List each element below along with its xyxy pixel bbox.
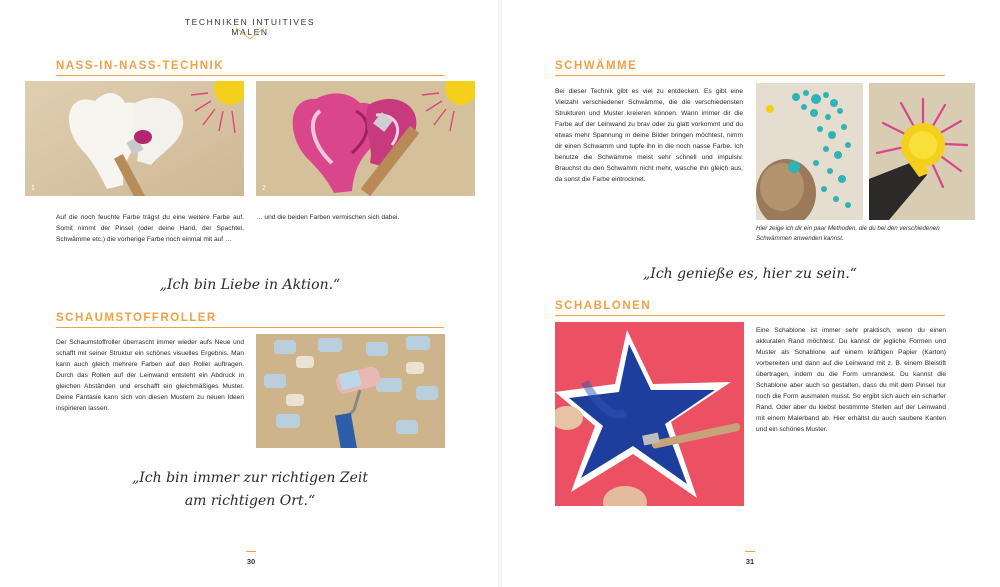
section-title-sponges: SCHWÄMME — [555, 60, 638, 72]
sponge-caption: Hier zeige ich dir ein paar Methoden, die du bei den verschiedenen Schwämmen anwenden kannst. — [756, 225, 940, 242]
page-number-right: 31 — [745, 557, 755, 566]
quote-zeit-line-2: am richtigen Ort.“ — [184, 493, 316, 509]
photo-sponge-turquoise — [756, 83, 863, 220]
roller-text: Der Schaumstoffroller überrascht immer wieder aufs Neue und schafft mit seiner Struktur ein schönes visuelles Ergebnis. Man kann auch gleich mehrere Farben auf den Roller auftragen. Durch das Rollen auf der Leinwand entsteht ein Abdruck in gleichen Abständen und erschafft ein gleichmäßiges Muster. Deine Fantasie kann sich von diesen Mustern zu neuen Ideen inspirieren lassen. — [56, 339, 244, 412]
chevron-ornament-icon — [236, 28, 264, 40]
quote-liebe: „Ich bin Liebe in Aktion.“ — [159, 277, 341, 293]
photo-number: 1 — [31, 185, 35, 192]
photo-number: 2 — [262, 185, 266, 192]
section-title-stencils: SCHABLONEN — [555, 300, 652, 312]
section-rule — [56, 327, 444, 328]
page-number-left: 30 — [246, 557, 256, 566]
photo-pink-paint-brush — [256, 81, 475, 196]
sponge-text: Bei dieser Technik gibt es viel zu entdecken. Es gibt eine Vielzahl verschiedener Schwämme, die die verschiedensten Strukturen und Muster kreieren können. Wann immer dir die Farbe auf der Leinwand zu brav oder zu glatt vorkommt und du etwas mehr Spannung in deine Bilder bringen möchtest, nimm dir einen Schwamm und tupfe ihn in die noch nasse Farbe. Ich benutze die Schwämme meist sehr schnell und impulsiv. Brauchst du den Schwamm nicht mehr, wasche ihn gleich aus, da sonst die Farbe eintrocknet. — [555, 88, 743, 183]
photo-sponge-yellow-sun — [869, 83, 975, 220]
page-number-tick — [246, 551, 256, 552]
page-number-tick — [745, 551, 755, 552]
photo-star-stencil — [555, 322, 744, 506]
section-title-nass: NASS-IN-NASS-TECHNIK — [56, 60, 224, 72]
section-rule — [56, 75, 444, 76]
stencil-text: Eine Schablone ist immer sehr praktisch, wenn du einen akkuraten Rand möchtest. Du kannst dir jegliche Formen und Muster als Schablone auf einem kräftigen Papier (Karton) vorbereiten und dann auf die Leinwand mit z. B. einem Bleistift übertragen, indem du die Form umrandest. Du kannst die Schablone aber auch so gestalten, dass du mit dem Pinsel nur noch die Form ausmalen musst. So ergibt sich auch ein scharfer Rand. Oder aber du klebst bestimmte Stellen auf der Leinwand mit einem Malerband ab. Hier erhältst du auch saubere Kanten und ein schönes Muster. — [756, 327, 946, 433]
section-rule — [555, 75, 945, 76]
nass-text-2: … und die beiden Farben vermischen sich dabei. — [256, 214, 400, 221]
photo-foam-roller — [256, 334, 445, 448]
photo-white-paint-brush — [25, 81, 244, 196]
quote-zeit-line-1: „Ich bin immer zur richtigen Zeit — [132, 470, 368, 486]
right-page — [500, 0, 1000, 587]
quote-geniesse: „Ich genieße es, hier zu sein.“ — [643, 266, 857, 282]
running-head: TECHNIKEN INTUITIVES MALEN — [184, 17, 316, 37]
section-title-roller: SCHAUMSTOFFROLLER — [56, 312, 217, 324]
section-rule — [555, 315, 945, 316]
nass-text-1: Auf die noch feuchte Farbe trägst du eine weitere Farbe auf. Somit nimmt der Pinsel (oder deine Hand, der Spachtel, Schwämme etc.) die vorherige Farbe noch einmal mit auf … — [56, 214, 244, 243]
